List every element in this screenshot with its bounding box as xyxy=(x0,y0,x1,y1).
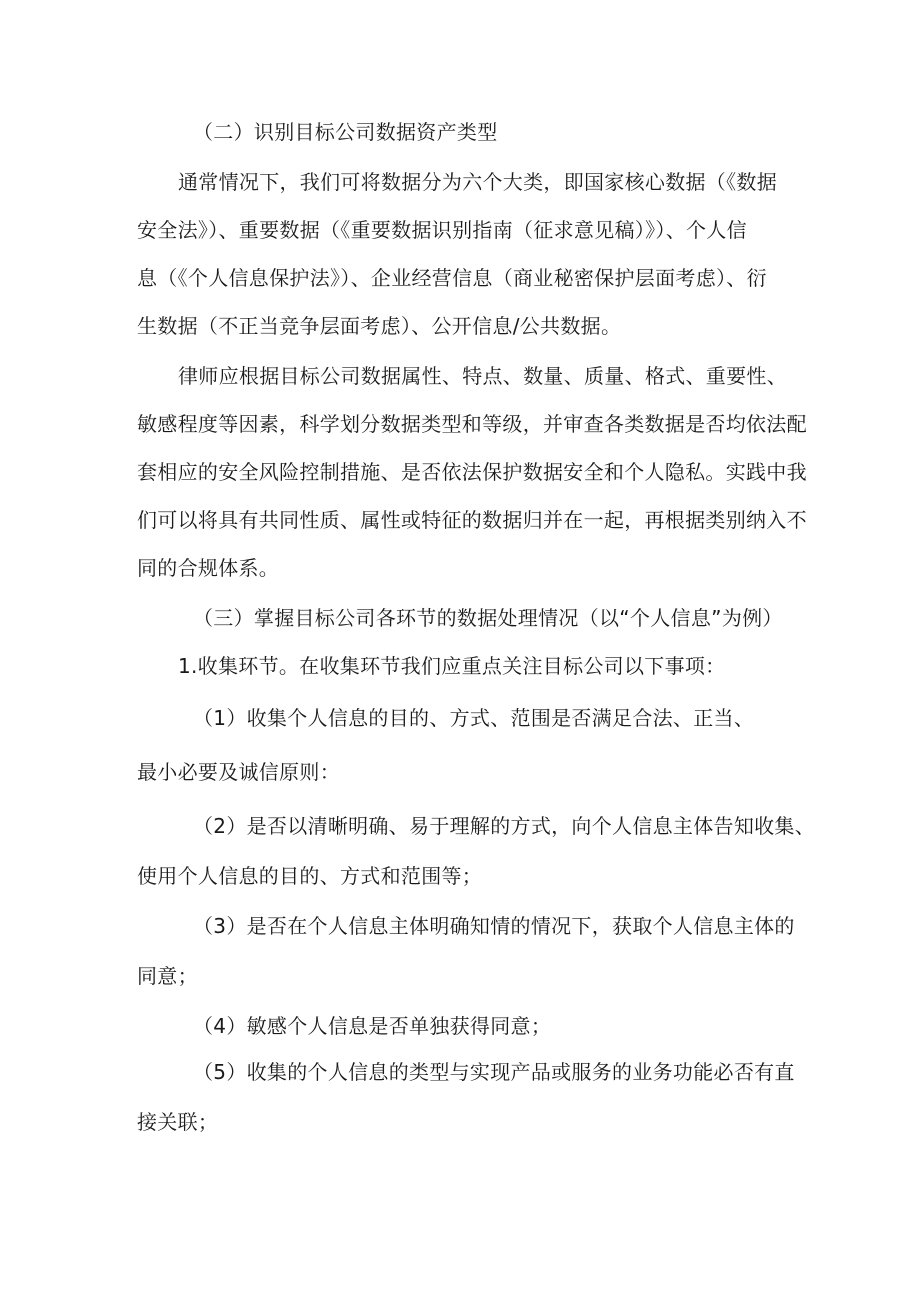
collection-intro: 1.收集环节。在收集环节我们应重点关注目标公司以下事项： xyxy=(178,654,726,678)
list-item: （4）敏感个人信息是否单独获得同意； xyxy=(193,1014,552,1038)
list-item: （5）收集的个人信息的类型与实现产品或服务的业务功能必否有直 xyxy=(193,1060,795,1084)
list-item: （3）是否在个人信息主体明确知情的情况下，获取个人信息主体的 xyxy=(193,914,795,938)
list-item-continuation: 使用个人信息的目的、方式和范围等； xyxy=(137,864,483,888)
paragraph-line: 套相应的安全风险控制措施、是否依法保护数据安全和个人隐私。实践中我 xyxy=(137,460,807,484)
list-item-continuation: 同意； xyxy=(137,964,198,988)
paragraph-line: 生数据（不正当竞争层面考虑）、公开信息/公共数据。 xyxy=(137,314,622,338)
paragraph-line: 们可以将具有共同性质、属性或特征的数据归并在一起，再根据类别纳入不 xyxy=(137,508,807,532)
paragraph-line: 安全法》）、重要数据（《重要数据识别指南（征求意见稿）》）、个人信 xyxy=(137,218,747,242)
paragraph-line: 敏感程度等因素，科学划分数据类型和等级，并审查各类数据是否均依法配 xyxy=(137,412,807,436)
paragraph-line: 同的合规体系。 xyxy=(137,556,280,580)
paragraph-line: 通常情况下，我们可将数据分为六个大类，即国家核心数据（《数据 xyxy=(178,170,777,194)
section-heading-3: （三）掌握目标公司各环节的数据处理情况（以“个人信息”为例） xyxy=(193,606,783,630)
list-item: （1）收集个人信息的目的、方式、范围是否满足合法、正当、 xyxy=(193,706,755,730)
list-item-continuation: 最小必要及诚信原则： xyxy=(137,760,340,784)
list-item: （2）是否以清晰明确、易于理解的方式，向个人信息主体告知收集、 xyxy=(193,814,816,838)
section-heading-2: （二）识别目标公司数据资产类型 xyxy=(193,120,498,144)
paragraph-line: 息（《个人信息保护法》）、企业经营信息（商业秘密保护层面考虑）、衍 xyxy=(137,266,767,290)
paragraph-line: 律师应根据目标公司数据属性、特点、数量、质量、格式、重要性、 xyxy=(178,364,787,388)
list-item-continuation: 接关联； xyxy=(137,1110,219,1134)
